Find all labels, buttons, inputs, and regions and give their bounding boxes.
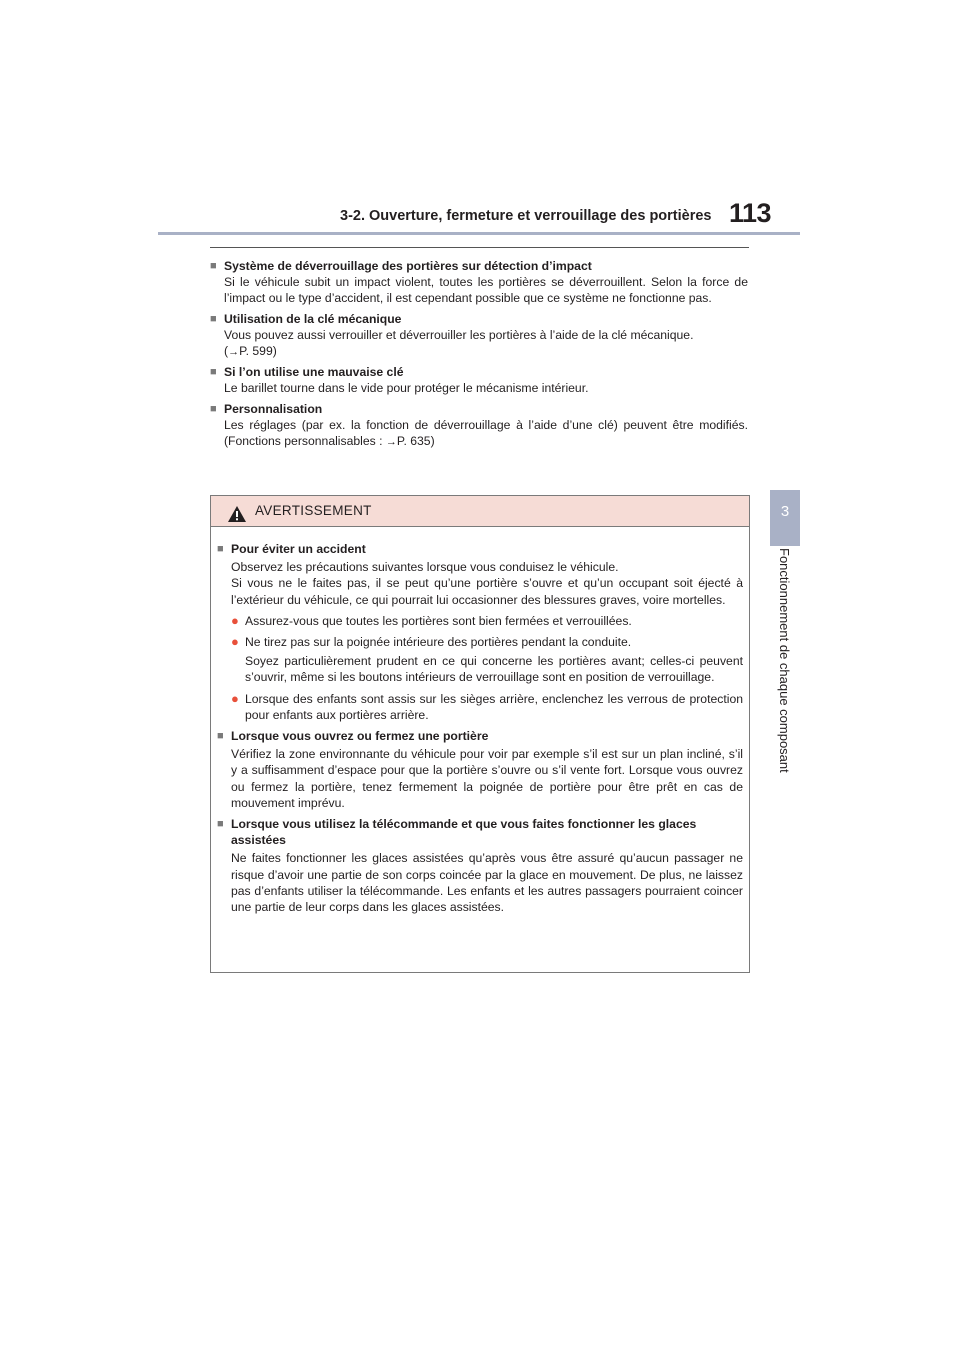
section-text: Vous pouvez aussi verrouiller et déverrouiller les portières à l’aide de la clé mécanique. bbox=[224, 327, 694, 342]
bullet-subtext: Soyez particulièrement prudent en ce qui concerne les portières avant; celles-ci peuvent s’ouvrir, même si les boutons intérieurs de verrouillage sont en position de verrouillage. bbox=[245, 654, 743, 685]
section-body: Si le véhicule subit un impact violent, toutes les portières se déverrouillent. Selon la force de l’impact ou le type d’accident, il est cependant possible que ce système ne fonctionne pas. bbox=[224, 275, 748, 306]
section-personalization bbox=[210, 401, 748, 451]
section-body: Vous pouvez aussi verrouiller et déverrouiller les portières à l’aide de la clé mécanique. (→P. 599) bbox=[224, 327, 694, 359]
section-mechanical-key bbox=[210, 311, 748, 361]
warning-section-title: Lorsque vous utilisez la télécommande et que vous faites fonctionner les glaces assistées bbox=[231, 817, 697, 848]
warning-section-body: Vérifiez la zone environnante du véhicule pour voir par exemple s’il est sur un plan incliné, s’il y a suffisamment d’espace pour que la portière s’ouvre ou s’il vente fort. Lorsque vous ouvrez ou fermez la portière, tenez fermement la poignée de portière pour être prêt en cas de mouvement imprévu. bbox=[231, 747, 743, 810]
warning-section-remote-windows bbox=[217, 816, 743, 915]
section-title: Utilisation de la clé mécanique bbox=[224, 311, 402, 326]
warning-title: AVERTISSEMENT bbox=[255, 503, 372, 518]
section-title: Personnalisation bbox=[224, 401, 323, 416]
warning-section-title: Pour éviter un accident bbox=[231, 542, 366, 556]
warning-box bbox=[210, 495, 750, 973]
warning-section-avoid-accident bbox=[217, 541, 743, 723]
header-rule bbox=[158, 232, 800, 235]
bullet-text: Lorsque des enfants sont assis sur les sièges arrière, enclenchez les verrous de protection pour enfants aux portières arrière. bbox=[245, 691, 743, 722]
warning-section-doors bbox=[217, 728, 743, 811]
chapter-number: 3 bbox=[780, 503, 790, 520]
bullet-text: Ne tirez pas sur la poignée intérieure des portières pendant la conduite. bbox=[245, 635, 632, 650]
square-icon: ■ bbox=[210, 366, 217, 379]
bullet-icon: ● bbox=[231, 612, 239, 628]
arrow-right-icon: → bbox=[228, 346, 240, 359]
section-title: Si l’on utilise une mauvaise clé bbox=[224, 365, 404, 380]
square-icon: ■ bbox=[210, 260, 217, 272]
section-body: Le barillet tourne dans le vide pour protéger le mécanisme intérieur. bbox=[224, 381, 589, 396]
section-text: Les réglages (par ex. la fonction de déverrouillage à l’aide d’une clé) peuvent être modifiés. (Fonctions personnalisables : bbox=[224, 417, 748, 449]
bullet-icon: ● bbox=[231, 634, 239, 650]
square-icon: ■ bbox=[217, 730, 224, 743]
header-title: 3-2. Ouverture, fermeture et verrouillage des portières bbox=[340, 208, 712, 224]
bullet-text: Assurez-vous que toutes les portières sont bien fermées et verrouillées. bbox=[245, 613, 632, 628]
page-reference-link[interactable]: P. 635 bbox=[396, 434, 431, 449]
warning-content bbox=[211, 527, 749, 915]
warning-section-body bbox=[217, 559, 743, 608]
bullet-icon: ● bbox=[231, 690, 239, 706]
section-impact-unlock bbox=[210, 258, 748, 307]
square-icon: ■ bbox=[210, 402, 217, 415]
warning-triangle-icon bbox=[228, 506, 246, 522]
square-icon: ■ bbox=[217, 543, 224, 555]
warning-text: Si vous ne le faites pas, il se peut qu’une portière s’ouvre et qu’un occupant soit éjecté à l’extérieur du véhicule, ce qui pourrait lui occasionner des blessures graves, voire mortelles. bbox=[231, 576, 743, 607]
warning-bullet bbox=[217, 691, 743, 723]
chapter-side-title: Fonctionnement de chaque composant bbox=[777, 548, 792, 773]
warning-header bbox=[211, 496, 749, 527]
warning-section-body: Ne faites fonctionner les glaces assistées qu’après vous être assuré qu’aucun passager ne risque d’avoir une partie de son corps coincée par la glace en mouvement. De plus, ne laissez pas d’enfants utiliser la télécommande. Les enfants et les autres passagers pourraient coincer une partie de leur corps dans les glaces assistées. bbox=[231, 851, 743, 915]
warning-section-title: Lorsque vous ouvrez ou fermez une portière bbox=[231, 729, 489, 744]
arrow-right-icon: → bbox=[385, 436, 397, 449]
content-rule bbox=[210, 247, 749, 248]
main-content bbox=[210, 258, 748, 454]
page-reference-link[interactable]: P. 599 bbox=[239, 344, 273, 359]
warning-text: Observez les précautions suivantes lorsque vous conduisez le véhicule. bbox=[231, 560, 619, 575]
page-number: 113 bbox=[729, 198, 772, 228]
square-icon: ■ bbox=[210, 312, 217, 325]
section-title: Système de déverrouillage des portières sur détection d’impact bbox=[224, 259, 592, 273]
section-body: Les réglages (par ex. la fonction de déverrouillage à l’aide d’une clé) peuvent être modifiés. (Fonctions personnalisables : →P. 635) bbox=[224, 417, 748, 449]
square-icon: ■ bbox=[217, 818, 224, 831]
chapter-side-title-wrap bbox=[770, 548, 800, 798]
warning-bullet bbox=[217, 613, 743, 629]
section-wrong-key bbox=[210, 364, 748, 396]
warning-bullet bbox=[217, 634, 743, 650]
